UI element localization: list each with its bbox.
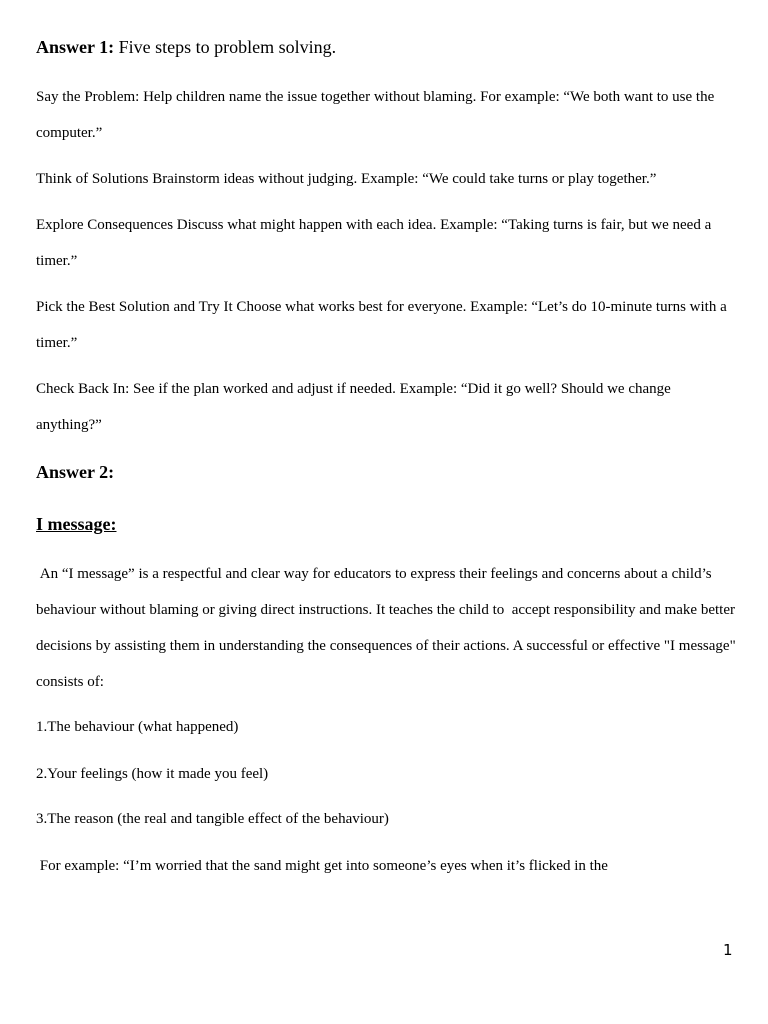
step-pick-best-solution: Pick the Best Solution and Try It Choose what works best for everyone. Example: “Let’s do 10-minute turns with a timer.” [36,299,727,351]
i-message-intro-paragraph: An “I message” is a respectful and clear way for educators to express their feelings and concerns about a child’s behaviour without blaming or giving direct instructions. It teaches the child to accept responsibility and make better decisions by assisting them in understanding the consequences of their actions. A successful or effective "I message" consists of: [36,566,736,690]
step-explore-consequences: Explore Consequences Discuss what might happen with each idea. Example: “Taking turns is fair, but we need a timer.” [36,217,712,269]
answer-1-heading [36,36,336,58]
list-item-reason: 3.The reason (the real and tangible effect of the behaviour) [36,811,389,827]
document-page [36,0,736,1024]
page-number: 1 [723,941,733,959]
answer-2-heading: Answer 2: [36,462,115,482]
list-item-feelings: 2.Your feelings (how it made you feel) [36,766,269,782]
step-think-of-solutions: Think of Solutions Brainstorm ideas without judging. Example: “We could take turns or play together.” [36,171,657,187]
answer-1-label: Answer 1: [36,37,115,57]
step-check-back-in: Check Back In: See if the plan worked and adjust if needed. Example: “Did it go well? Should we change anything?” [36,381,671,433]
i-message-subheading: I message: [36,514,117,534]
list-item-behaviour: 1.The behaviour (what happened) [36,719,239,735]
step-say-the-problem: Say the Problem: Help children name the issue together without blaming. For example: “We both want to use the computer.” [36,89,715,141]
example-paragraph: For example: “I’m worried that the sand might get into someone’s eyes when it’s flicked in the [36,858,608,874]
answer-1-title: Five steps to problem solving. [114,37,337,57]
